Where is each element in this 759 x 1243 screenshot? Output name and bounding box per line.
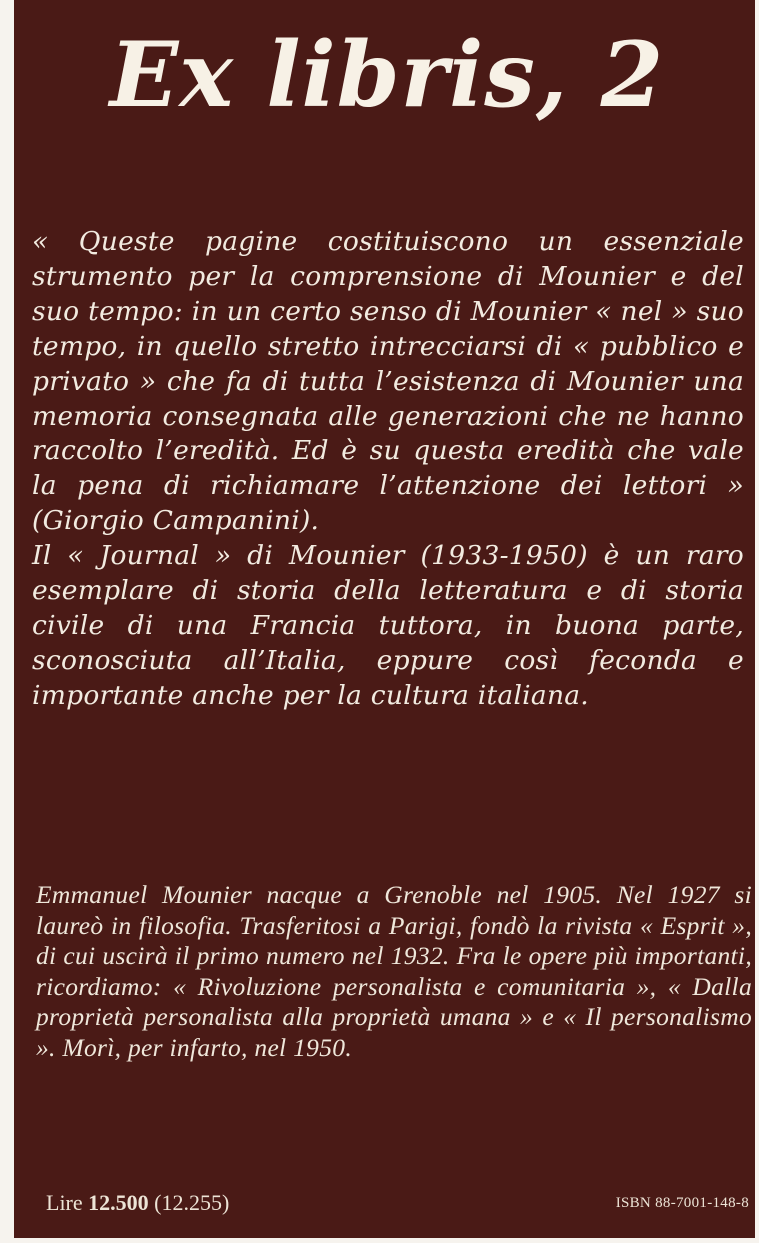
author-bio: Emmanuel Mounier nacque a Grenoble nel 1905. Nel 1927 si laureò in filosofia. Trasferitosi a Parigi, fondò la rivista « Esprit », di cui uscirà il primo numero nel 1932. Fra le opere più importanti, ricordiamo: « Rivoluzione personalista e comunitaria », « Dalla proprietà personalista alla proprietà umana » e « Il personalismo ». Morì, per infarto, nel 1950. — [36, 880, 752, 1062]
page-margin-left — [0, 0, 14, 1243]
series-title: Ex libris, 2 — [109, 22, 665, 128]
isbn: ISBN 88-7001-148-8 — [615, 1195, 749, 1211]
page-margin-bottom — [0, 1238, 759, 1243]
price-secondary: (12.255) — [154, 1190, 230, 1215]
page-margin-right — [755, 0, 759, 1243]
price — [46, 1190, 229, 1216]
price-label: Lire — [46, 1190, 83, 1215]
blurb-paragraph-1: « Queste pagine costituiscono un essenziale strumento per la comprensione di Mounier e del suo tempo: in un certo senso di Mounier « nel » suo tempo, in quello stretto intrecciarsi di « pubblico e privato » che fa di tutta l’esistenza di Mounier una memoria consegnata alle generazioni che ne hanno raccolto l’eredità. Ed è su questa eredità che vale la pena di richiamare l’attenzione dei lettori » (Giorgio Campanini). — [32, 226, 744, 537]
blurb-paragraph-2: Il « Journal » di Mounier (1933-1950) è un raro esemplare di storia della letteratura e di storia civile di una Francia tuttora, in buona parte, sconosciuta all’Italia, eppure così feconda e importante anche per la cultura italiana. — [32, 540, 744, 711]
blurb-text — [32, 225, 744, 714]
price-value: 12.500 — [88, 1190, 149, 1215]
cover-footer — [14, 1184, 755, 1216]
back-cover — [14, 0, 755, 1238]
